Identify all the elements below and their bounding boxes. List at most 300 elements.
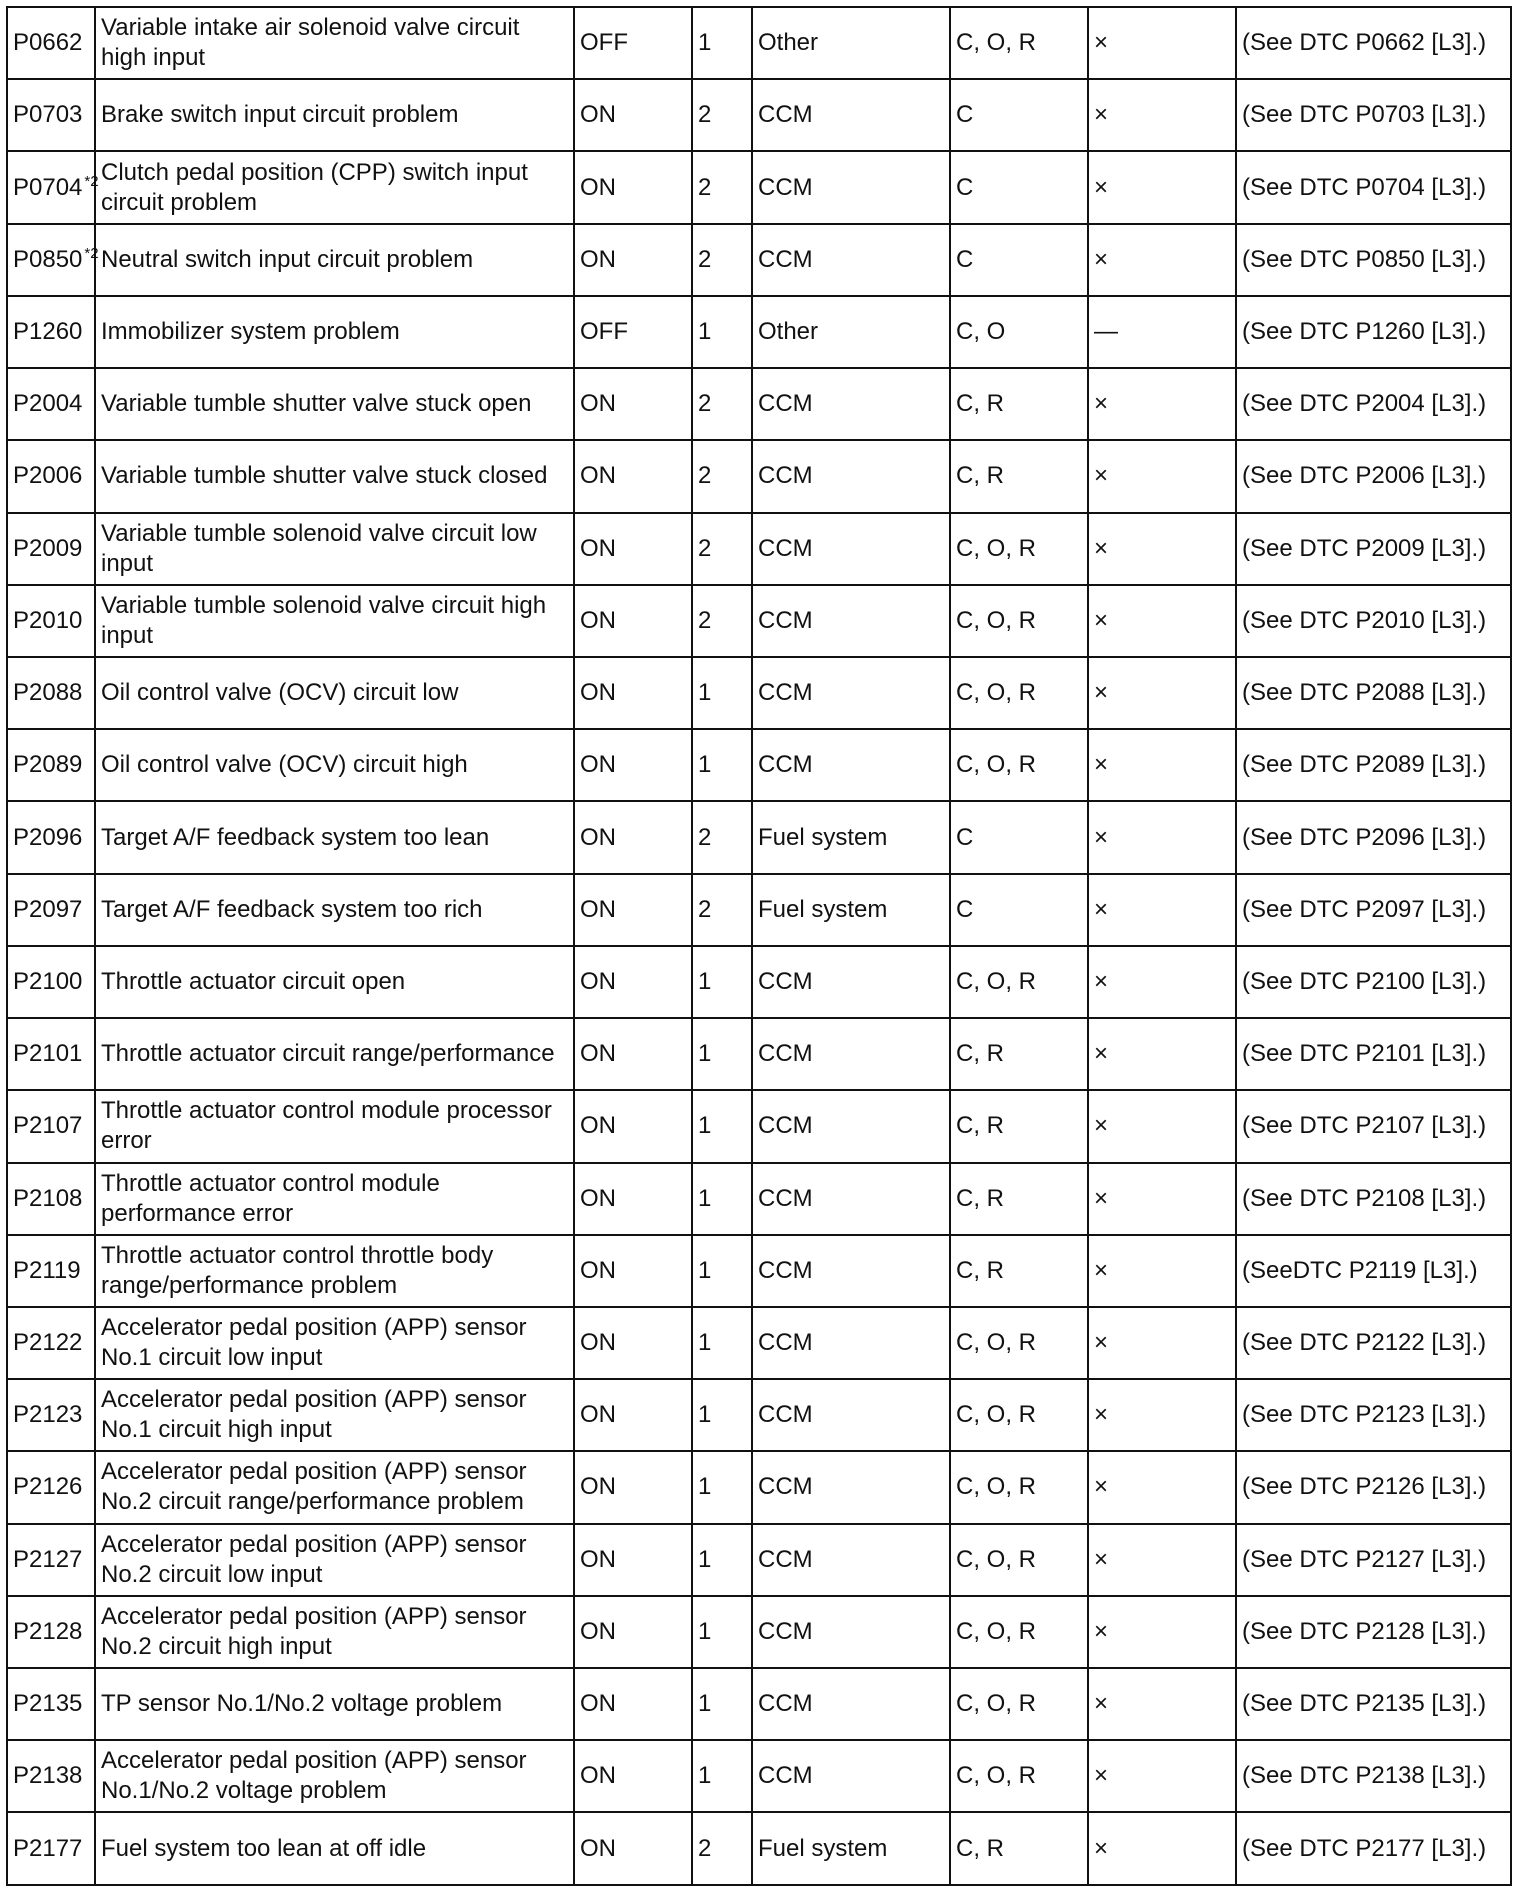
memory-function-cell	[950, 224, 1088, 296]
self-malfunction-cell	[1088, 7, 1236, 79]
trip-count-text: 1	[698, 1473, 712, 1501]
reference-cell	[1236, 1307, 1511, 1379]
dtc-description-cell	[95, 946, 574, 1018]
dtc-description-cell	[95, 1524, 574, 1596]
mil-status-text: ON	[580, 462, 616, 490]
self-malfunction-cell	[1088, 1090, 1236, 1162]
footnote-marker: *2	[84, 244, 99, 262]
monitor-item-text: CCM	[758, 1762, 813, 1790]
memory-function-text: C, R	[956, 390, 1004, 418]
memory-function-cell	[950, 1668, 1088, 1740]
reference-text: (See DTC P2004 [L3].)	[1242, 390, 1487, 418]
monitor-item-text: CCM	[758, 1329, 813, 1357]
mil-status-text: ON	[580, 1762, 616, 1790]
trip-count-text: 1	[698, 1112, 712, 1140]
monitor-item-cell	[752, 224, 950, 296]
self-malfunction-text: ×	[1094, 751, 1109, 779]
mil-status-text: ON	[580, 967, 616, 995]
dtc-code: P2004	[13, 390, 83, 418]
dtc-description-text: Accelerator pedal position (APP) sensor No.1/No.2 voltage problem	[101, 1747, 527, 1805]
monitor-item-text: CCM	[758, 173, 813, 201]
monitor-item-text: CCM	[758, 101, 813, 129]
monitor-item-text: Fuel system	[758, 823, 888, 851]
memory-function-text: C	[956, 823, 974, 851]
dtc-code-cell	[7, 801, 95, 873]
self-malfunction-text: ×	[1094, 1040, 1109, 1068]
self-malfunction-cell	[1088, 1379, 1236, 1451]
mil-status-text: ON	[580, 1401, 616, 1429]
dtc-description-cell	[95, 1307, 574, 1379]
dtc-description-cell	[95, 513, 574, 585]
reference-cell	[1236, 585, 1511, 657]
table-row	[7, 151, 1511, 223]
trip-count-cell	[692, 7, 752, 79]
mil-status-text: ON	[580, 1617, 616, 1645]
dtc-code: P2010	[13, 606, 83, 634]
table-row	[7, 585, 1511, 657]
mil-status-text: ON	[580, 823, 616, 851]
memory-function-text: C, O, R	[956, 29, 1037, 57]
mil-status-text: ON	[580, 679, 616, 707]
self-malfunction-cell	[1088, 1740, 1236, 1812]
memory-function-cell	[950, 1451, 1088, 1523]
mil-status-text: ON	[580, 895, 616, 923]
trip-count-text: 2	[698, 101, 712, 129]
dtc-description-text: Target A/F feedback system too lean	[101, 823, 490, 851]
dtc-description-text: Throttle actuator control throttle body range/performance problem	[101, 1241, 494, 1299]
table-row	[7, 729, 1511, 801]
mil-status-text: ON	[580, 1112, 616, 1140]
trip-count-cell	[692, 1018, 752, 1090]
monitor-item-cell	[752, 801, 950, 873]
mil-status-cell	[574, 1451, 692, 1523]
mil-status-text: ON	[580, 1184, 616, 1212]
reference-text: (SeeDTC P2119 [L3].)	[1242, 1256, 1478, 1284]
self-malfunction-cell	[1088, 79, 1236, 151]
reference-cell	[1236, 296, 1511, 368]
reference-cell	[1236, 946, 1511, 1018]
trip-count-text: 1	[698, 679, 712, 707]
reference-cell	[1236, 1163, 1511, 1235]
dtc-code-cell	[7, 1018, 95, 1090]
reference-text: (See DTC P1260 [L3].)	[1242, 317, 1487, 345]
mil-status-cell	[574, 1235, 692, 1307]
table-row	[7, 296, 1511, 368]
self-malfunction-text: ×	[1094, 1473, 1109, 1501]
dtc-code-cell	[7, 1090, 95, 1162]
table-row	[7, 1090, 1511, 1162]
mil-status-text: ON	[580, 1690, 616, 1718]
memory-function-text: C, O, R	[956, 967, 1037, 995]
reference-cell	[1236, 513, 1511, 585]
reference-text: (See DTC P2128 [L3].)	[1242, 1617, 1487, 1645]
dtc-description-cell	[95, 1235, 574, 1307]
trip-count-text: 1	[698, 1762, 712, 1790]
monitor-item-cell	[752, 1451, 950, 1523]
dtc-code: P1260	[13, 317, 83, 345]
memory-function-cell	[950, 151, 1088, 223]
mil-status-cell	[574, 1163, 692, 1235]
monitor-item-cell	[752, 585, 950, 657]
table-row	[7, 1307, 1511, 1379]
dtc-description-cell	[95, 801, 574, 873]
self-malfunction-text: ×	[1094, 606, 1109, 634]
trip-count-text: 2	[698, 173, 712, 201]
dtc-code: P2100	[13, 967, 83, 995]
mil-status-text: ON	[580, 1834, 616, 1862]
trip-count-cell	[692, 513, 752, 585]
dtc-code-cell	[7, 946, 95, 1018]
dtc-description-text: Accelerator pedal position (APP) sensor No.1 circuit low input	[101, 1314, 527, 1372]
monitor-item-cell	[752, 1163, 950, 1235]
dtc-description-text: Variable tumble solenoid valve circuit high input	[101, 591, 547, 649]
self-malfunction-text: ×	[1094, 1617, 1109, 1645]
trip-count-text: 1	[698, 317, 712, 345]
self-malfunction-cell	[1088, 1812, 1236, 1885]
reference-text: (See DTC P2006 [L3].)	[1242, 462, 1487, 490]
mil-status-cell	[574, 1018, 692, 1090]
trip-count-text: 2	[698, 390, 712, 418]
memory-function-text: C, O	[956, 317, 1006, 345]
reference-cell	[1236, 801, 1511, 873]
dtc-description-cell	[95, 224, 574, 296]
trip-count-cell	[692, 151, 752, 223]
reference-text: (See DTC P0704 [L3].)	[1242, 173, 1487, 201]
dtc-code-cell	[7, 1235, 95, 1307]
dtc-code: P2108	[13, 1184, 83, 1212]
memory-function-text: C	[956, 101, 974, 129]
dtc-code: P2009	[13, 534, 83, 562]
table-row	[7, 224, 1511, 296]
trip-count-cell	[692, 1668, 752, 1740]
dtc-description-cell	[95, 657, 574, 729]
dtc-description-cell	[95, 1740, 574, 1812]
self-malfunction-cell	[1088, 1596, 1236, 1668]
reference-text: (See DTC P2177 [L3].)	[1242, 1834, 1487, 1862]
self-malfunction-text: ×	[1094, 1690, 1109, 1718]
dtc-description-text: Variable tumble shutter valve stuck closed	[101, 462, 548, 490]
reference-text: (See DTC P2096 [L3].)	[1242, 823, 1487, 851]
dtc-description-text: Accelerator pedal position (APP) sensor No.2 circuit low input	[101, 1530, 527, 1588]
reference-text: (See DTC P2135 [L3].)	[1242, 1690, 1487, 1718]
dtc-code: P2135	[13, 1690, 83, 1718]
memory-function-cell	[950, 729, 1088, 801]
dtc-description-text: Variable tumble shutter valve stuck open	[101, 390, 532, 418]
memory-function-cell	[950, 1596, 1088, 1668]
self-malfunction-text: ×	[1094, 390, 1109, 418]
trip-count-text: 1	[698, 29, 712, 57]
mil-status-text: ON	[580, 1473, 616, 1501]
table-row	[7, 1379, 1511, 1451]
self-malfunction-cell	[1088, 657, 1236, 729]
monitor-item-cell	[752, 7, 950, 79]
memory-function-cell	[950, 585, 1088, 657]
memory-function-cell	[950, 946, 1088, 1018]
trip-count-cell	[692, 874, 752, 946]
monitor-item-text: CCM	[758, 1040, 813, 1068]
dtc-description-text: TP sensor No.1/No.2 voltage problem	[101, 1690, 503, 1718]
trip-count-cell	[692, 1235, 752, 1307]
dtc-code-cell	[7, 1524, 95, 1596]
mil-status-cell	[574, 1307, 692, 1379]
self-malfunction-text: ×	[1094, 967, 1109, 995]
memory-function-text: C, R	[956, 462, 1004, 490]
dtc-description-cell	[95, 1451, 574, 1523]
dtc-code: P2089	[13, 751, 83, 779]
trip-count-text: 2	[698, 1834, 712, 1862]
monitor-item-cell	[752, 513, 950, 585]
reference-text: (See DTC P2100 [L3].)	[1242, 967, 1487, 995]
table-row	[7, 1524, 1511, 1596]
monitor-item-text: CCM	[758, 390, 813, 418]
memory-function-cell	[950, 657, 1088, 729]
mil-status-cell	[574, 440, 692, 512]
memory-function-text: C, R	[956, 1256, 1004, 1284]
dtc-code: P2097	[13, 895, 83, 923]
dtc-description-cell	[95, 1379, 574, 1451]
memory-function-text: C, O, R	[956, 1762, 1037, 1790]
dtc-description-cell	[95, 1812, 574, 1885]
dtc-description-text: Accelerator pedal position (APP) sensor No.2 circuit range/performance problem	[101, 1458, 527, 1516]
dtc-code: P2088	[13, 679, 83, 707]
mil-status-cell	[574, 946, 692, 1018]
table-row	[7, 7, 1511, 79]
memory-function-cell	[950, 7, 1088, 79]
dtc-description-text: Oil control valve (OCV) circuit high	[101, 751, 468, 779]
dtc-description-text: Immobilizer system problem	[101, 317, 400, 345]
reference-cell	[1236, 1235, 1511, 1307]
monitor-item-text: CCM	[758, 1690, 813, 1718]
reference-cell	[1236, 729, 1511, 801]
dtc-code: P2101	[13, 1040, 83, 1068]
mil-status-cell	[574, 151, 692, 223]
monitor-item-cell	[752, 151, 950, 223]
table-row	[7, 657, 1511, 729]
memory-function-cell	[950, 1018, 1088, 1090]
dtc-code-cell	[7, 1379, 95, 1451]
trip-count-cell	[692, 1812, 752, 1885]
mil-status-cell	[574, 513, 692, 585]
self-malfunction-text: ×	[1094, 101, 1109, 129]
dtc-code: P2119	[13, 1256, 81, 1284]
mil-status-cell	[574, 7, 692, 79]
self-malfunction-cell	[1088, 1018, 1236, 1090]
trip-count-cell	[692, 801, 752, 873]
memory-function-cell	[950, 368, 1088, 440]
dtc-code: P0703	[13, 101, 83, 129]
dtc-code-cell	[7, 585, 95, 657]
dtc-code: P0850	[13, 245, 83, 273]
dtc-description-cell	[95, 151, 574, 223]
table-row	[7, 946, 1511, 1018]
reference-cell	[1236, 1379, 1511, 1451]
table-row	[7, 1451, 1511, 1523]
dtc-description-text: Fuel system too lean at off idle	[101, 1834, 427, 1862]
table-row	[7, 1235, 1511, 1307]
self-malfunction-text: ×	[1094, 823, 1109, 851]
table-row	[7, 1163, 1511, 1235]
monitor-item-cell	[752, 79, 950, 151]
mil-status-text: OFF	[580, 317, 628, 345]
dtc-code-cell	[7, 296, 95, 368]
self-malfunction-cell	[1088, 440, 1236, 512]
monitor-item-text: Fuel system	[758, 1834, 888, 1862]
memory-function-text: C, O, R	[956, 606, 1037, 634]
monitor-item-cell	[752, 1090, 950, 1162]
monitor-item-text: Fuel system	[758, 895, 888, 923]
trip-count-cell	[692, 224, 752, 296]
dtc-description-text: Throttle actuator control module performance error	[101, 1169, 440, 1227]
dtc-description-text: Target A/F feedback system too rich	[101, 895, 483, 923]
table-row	[7, 79, 1511, 151]
dtc-description-cell	[95, 1668, 574, 1740]
trip-count-text: 2	[698, 534, 712, 562]
trip-count-text: 2	[698, 895, 712, 923]
table-row	[7, 440, 1511, 512]
monitor-item-text: CCM	[758, 534, 813, 562]
dtc-description-text: Variable intake air solenoid valve circuit high input	[101, 14, 520, 72]
mil-status-text: ON	[580, 1545, 616, 1573]
monitor-item-cell	[752, 874, 950, 946]
dtc-code: P2006	[13, 462, 83, 490]
dtc-description-text: Accelerator pedal position (APP) sensor No.1 circuit high input	[101, 1386, 527, 1444]
reference-text: (See DTC P2010 [L3].)	[1242, 606, 1487, 634]
trip-count-text: 1	[698, 1617, 712, 1645]
trip-count-cell	[692, 657, 752, 729]
monitor-item-text: CCM	[758, 1184, 813, 1212]
mil-status-cell	[574, 585, 692, 657]
dtc-description-text: Oil control valve (OCV) circuit low	[101, 679, 459, 707]
mil-status-cell	[574, 1812, 692, 1885]
dtc-code: P2128	[13, 1617, 83, 1645]
dtc-code-cell	[7, 1668, 95, 1740]
mil-status-cell	[574, 657, 692, 729]
reference-text: (See DTC P2123 [L3].)	[1242, 1401, 1487, 1429]
monitor-item-text: CCM	[758, 1545, 813, 1573]
monitor-item-cell	[752, 1596, 950, 1668]
monitor-item-cell	[752, 1379, 950, 1451]
monitor-item-cell	[752, 657, 950, 729]
self-malfunction-text: ×	[1094, 895, 1109, 923]
table-row	[7, 1740, 1511, 1812]
self-malfunction-text: ×	[1094, 1329, 1109, 1357]
self-malfunction-text: —	[1094, 317, 1118, 345]
self-malfunction-cell	[1088, 729, 1236, 801]
monitor-item-text: Other	[758, 317, 819, 345]
trip-count-text: 2	[698, 462, 712, 490]
mil-status-text: ON	[580, 534, 616, 562]
memory-function-text: C	[956, 895, 974, 923]
reference-cell	[1236, 874, 1511, 946]
trip-count-text: 1	[698, 1040, 712, 1068]
trip-count-cell	[692, 946, 752, 1018]
mil-status-text: ON	[580, 245, 616, 273]
mil-status-text: ON	[580, 1256, 616, 1284]
self-malfunction-cell	[1088, 1163, 1236, 1235]
monitor-item-text: Other	[758, 29, 819, 57]
reference-text: (See DTC P0703 [L3].)	[1242, 101, 1487, 129]
dtc-code-cell	[7, 1596, 95, 1668]
monitor-item-text: CCM	[758, 679, 813, 707]
table-row	[7, 368, 1511, 440]
dtc-code-cell	[7, 368, 95, 440]
dtc-description-cell	[95, 1163, 574, 1235]
table-row	[7, 1596, 1511, 1668]
memory-function-cell	[950, 1812, 1088, 1885]
trip-count-cell	[692, 296, 752, 368]
reference-cell	[1236, 1018, 1511, 1090]
dtc-code: P2138	[13, 1762, 83, 1790]
dtc-code-cell	[7, 151, 99, 223]
footnote-marker: *2	[84, 172, 99, 190]
memory-function-cell	[950, 1235, 1088, 1307]
monitor-item-cell	[752, 729, 950, 801]
trip-count-cell	[692, 1163, 752, 1235]
self-malfunction-text: ×	[1094, 1834, 1109, 1862]
dtc-code-cell	[7, 1812, 95, 1885]
memory-function-text: C, R	[956, 1040, 1004, 1068]
reference-text: (See DTC P0662 [L3].)	[1242, 29, 1487, 57]
monitor-item-text: CCM	[758, 606, 813, 634]
self-malfunction-cell	[1088, 1307, 1236, 1379]
self-malfunction-cell	[1088, 1451, 1236, 1523]
reference-text: (See DTC P2089 [L3].)	[1242, 751, 1487, 779]
monitor-item-cell	[752, 1524, 950, 1596]
mil-status-cell	[574, 368, 692, 440]
memory-function-text: C, O, R	[956, 534, 1037, 562]
memory-function-cell	[950, 440, 1088, 512]
memory-function-text: C, O, R	[956, 1401, 1037, 1429]
dtc-code-cell	[7, 224, 99, 296]
memory-function-cell	[950, 801, 1088, 873]
memory-function-text: C, O, R	[956, 1473, 1037, 1501]
self-malfunction-text: ×	[1094, 1762, 1109, 1790]
dtc-code-cell	[7, 1451, 95, 1523]
self-malfunction-cell	[1088, 1235, 1236, 1307]
dtc-code-cell	[7, 513, 95, 585]
monitor-item-text: CCM	[758, 1617, 813, 1645]
trip-count-text: 1	[698, 1401, 712, 1429]
reference-cell	[1236, 1596, 1511, 1668]
dtc-description-cell	[95, 874, 574, 946]
memory-function-text: C, O, R	[956, 1545, 1037, 1573]
reference-text: (See DTC P2101 [L3].)	[1242, 1040, 1487, 1068]
table-row	[7, 874, 1511, 946]
memory-function-text: C, O, R	[956, 1617, 1037, 1645]
self-malfunction-cell	[1088, 1524, 1236, 1596]
mil-status-cell	[574, 1740, 692, 1812]
dtc-table-body	[7, 7, 1511, 1885]
dtc-description-cell	[95, 585, 574, 657]
trip-count-text: 1	[698, 1256, 712, 1284]
self-malfunction-cell	[1088, 151, 1236, 223]
dtc-description-text: Throttle actuator circuit open	[101, 967, 406, 995]
self-malfunction-text: ×	[1094, 1545, 1109, 1573]
reference-cell	[1236, 1668, 1511, 1740]
monitor-item-cell	[752, 946, 950, 1018]
self-malfunction-cell	[1088, 1668, 1236, 1740]
mil-status-text: ON	[580, 101, 616, 129]
dtc-code: P2096	[13, 823, 83, 851]
trip-count-cell	[692, 1090, 752, 1162]
memory-function-text: C, R	[956, 1184, 1004, 1212]
self-malfunction-cell	[1088, 801, 1236, 873]
mil-status-text: ON	[580, 390, 616, 418]
trip-count-text: 1	[698, 1545, 712, 1573]
monitor-item-cell	[752, 296, 950, 368]
dtc-description-text: Clutch pedal position (CPP) switch input circuit problem	[101, 158, 528, 216]
mil-status-cell	[574, 729, 692, 801]
